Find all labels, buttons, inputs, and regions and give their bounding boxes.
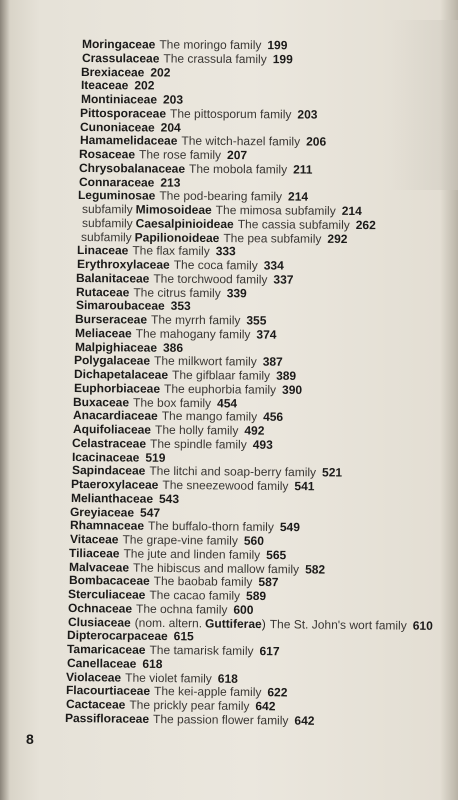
page-reference: 589 [246, 588, 267, 604]
page-reference: 202 [134, 78, 155, 93]
family-description: The grape-vine family [122, 532, 238, 548]
subfamily-prefix: subfamily [81, 215, 133, 231]
page-reference: 549 [279, 520, 301, 535]
family-name: Cunoniaceae [79, 119, 155, 135]
family-description: The mimosa subfamily [215, 202, 336, 218]
family-name: Passifloraceae [65, 710, 150, 726]
page-number: 8 [26, 731, 34, 747]
page-reference: 337 [273, 272, 294, 287]
family-description: The holly family [154, 422, 238, 438]
family-entry [72, 436, 273, 452]
family-entry [75, 326, 277, 342]
family-name: Euphorbiaceae [73, 380, 160, 396]
family-entry [65, 711, 315, 728]
family-entry [72, 450, 166, 465]
family-entry [76, 271, 294, 287]
family-name: Greyiaceae [70, 504, 135, 520]
family-description: The torchwood family [153, 271, 268, 287]
family-name: Brexiaceae [81, 64, 145, 79]
family-name: Chrysobalanaceae [78, 160, 185, 176]
family-description: The gifblaar family [171, 367, 270, 383]
family-description: The milkwort family [154, 353, 257, 369]
page-reference: 389 [275, 368, 296, 383]
family-description: The kei-apple family [153, 684, 262, 700]
family-name: Leguminosae [78, 188, 156, 203]
page-reference: 617 [259, 644, 280, 659]
family-entry [71, 491, 179, 506]
family-description: The crassula family [163, 51, 267, 66]
page-reference: 543 [158, 491, 179, 506]
family-description: The violet family [125, 670, 213, 686]
family-description: The sneezewood family [162, 477, 289, 494]
page-reference: 334 [263, 258, 284, 273]
alternate-family-name: Guttiferae [204, 615, 262, 631]
family-name: Rutaceae [75, 284, 130, 299]
family-entry [79, 175, 181, 190]
family-name: Balanitaceae [76, 270, 150, 286]
page-reference: 203 [297, 107, 318, 122]
subfamily-prefix: subfamily [81, 202, 133, 217]
family-name: Vitaceae [69, 532, 119, 547]
family-name: Erythroxylaceae [76, 257, 170, 272]
page-reference: 615 [174, 629, 195, 644]
page-reference: 386 [162, 340, 183, 355]
page-reference: 521 [321, 465, 342, 480]
family-name: Simaroubaceae [75, 298, 165, 314]
family-description: The tamarisk family [149, 642, 254, 658]
family-name: Linaceae [76, 243, 129, 258]
family-name: Cactaceae [65, 697, 126, 712]
family-name: Hamamelidaceae [79, 133, 178, 148]
family-name: Pittosporaceae [80, 105, 167, 121]
family-description: The euphorbia family [163, 381, 276, 397]
page-reference: 203 [162, 92, 183, 107]
family-description: The rose family [139, 147, 222, 162]
page-reference: 454 [217, 395, 238, 410]
family-name: Tamaricaceae [66, 642, 146, 657]
family-name: Burseraceae [75, 312, 148, 327]
family-entry [67, 656, 163, 671]
page-reference: 214 [341, 203, 362, 219]
family-name: Mimosoideae [135, 202, 212, 217]
page-reference: 618 [218, 671, 239, 686]
family-description: The coca family [173, 257, 258, 273]
family-entry [82, 37, 288, 52]
family-name: Aquifoliaceae [72, 422, 151, 437]
family-description: The witch-hazel family [180, 133, 300, 149]
family-name: Sterculiaceae [68, 587, 146, 602]
page-reference: 560 [243, 533, 264, 548]
family-name: Ochnaceae [68, 600, 133, 616]
family-entry [75, 312, 267, 328]
page-reference: 211 [292, 162, 313, 177]
family-description: The citrus family [133, 284, 221, 300]
family-description: The moringo family [159, 37, 262, 53]
family-name: Flacourtiaceae [65, 683, 151, 699]
family-name: Rosaceae [79, 147, 136, 162]
page-reference: 355 [246, 313, 267, 328]
family-description: The hibiscus and mallow family [133, 560, 300, 576]
page-reference: 199 [272, 51, 293, 67]
family-description: The St. John's wort family [269, 616, 407, 633]
family-description: The mango family [161, 409, 257, 424]
family-entry [75, 298, 190, 313]
family-name: Meliaceae [74, 325, 132, 341]
family-name: Canellaceae [66, 655, 137, 671]
family-description: The cassia subfamily [237, 216, 350, 232]
page-reference: 618 [141, 656, 163, 671]
page-reference: 622 [267, 685, 288, 700]
family-name: Celastraceae [72, 435, 147, 451]
family-entry [80, 120, 181, 135]
family-name: Melianthaceae [70, 490, 153, 506]
family-name: Papilionoideae [134, 229, 220, 245]
page-reference: 374 [256, 327, 277, 342]
page-reference: 353 [170, 299, 191, 314]
family-name: Caesalpinioideae [135, 216, 234, 231]
page-reference: 333 [215, 244, 236, 259]
page-reference: 202 [150, 64, 171, 80]
page-reference: 642 [294, 713, 315, 728]
family-name: Clusiaceae [67, 614, 131, 630]
page-reference: 213 [159, 175, 181, 190]
family-name: Crassulaceae [81, 50, 160, 66]
family-description: The cacao family [149, 587, 241, 603]
family-name: Tiliaceae [69, 545, 120, 561]
family-entry [79, 147, 247, 162]
page-reference: 541 [294, 479, 315, 494]
alternate-name-note: (nom. altern. [134, 615, 202, 630]
page-reference: 456 [262, 409, 283, 425]
family-name: Sapindaceae [71, 463, 145, 478]
page-reference: 206 [305, 134, 326, 149]
family-name: Montiniaceae [80, 92, 157, 107]
family-name: Buxaceae [73, 394, 130, 409]
family-name: Violaceae [66, 669, 122, 685]
family-description: The mobola family [188, 161, 288, 177]
family-name: Ptaeroxylaceae [71, 477, 159, 492]
family-name: Rhamnaceae [70, 518, 145, 534]
family-description: The spindle family [150, 436, 247, 452]
family-name: Polygalaceae [74, 353, 151, 368]
family-entry [81, 65, 171, 80]
page-reference: 387 [262, 354, 284, 370]
family-description: The litchi and soap-berry family [148, 464, 316, 480]
family-description: The buffalo-thorn family [148, 519, 275, 535]
page-reference: 214 [288, 189, 309, 204]
family-description: The pittosporum family [170, 106, 292, 122]
family-name: Moringaceae [81, 37, 156, 52]
family-name: Iteaceae [80, 78, 129, 93]
page-reference: 492 [243, 423, 264, 438]
family-description: The ochna family [136, 601, 228, 617]
page-reference: 292 [327, 231, 348, 246]
family-name: Malpighiaceae [74, 339, 157, 355]
family-entry [80, 106, 318, 122]
page-reference: 600 [233, 602, 254, 617]
page-reference: 339 [226, 285, 247, 300]
family-description: The passion flower family [153, 711, 289, 728]
page-reference: 204 [160, 120, 181, 135]
page-reference: 199 [267, 38, 288, 53]
family-name: Dichapetalaceae [73, 367, 168, 382]
page-reference: 207 [227, 148, 248, 163]
family-name: Malvaceae [69, 559, 130, 575]
page-reference: 642 [255, 699, 276, 714]
family-description: The myrrh family [151, 312, 241, 328]
family-description: The baobab family [153, 574, 253, 590]
page-reference: 390 [281, 382, 302, 397]
alternate-name-close: ) [261, 616, 266, 631]
page-reference: 587 [258, 575, 279, 590]
family-name: Anacardiaceae [72, 408, 158, 424]
page-reference: 610 [412, 618, 433, 633]
page-reference: 547 [140, 505, 161, 520]
family-entry [70, 505, 160, 520]
family-description: The jute and linden family [123, 546, 261, 562]
family-description: The prickly pear family [128, 697, 250, 714]
family-description: The box family [133, 395, 212, 410]
family-name: Bombacaceae [68, 573, 150, 589]
family-name: Connaraceae [78, 174, 155, 190]
page-reference: 493 [252, 437, 273, 452]
page-reference: 582 [305, 561, 326, 577]
subfamily-prefix: subfamily [81, 229, 132, 244]
family-name: Icacinaceae [71, 449, 140, 465]
family-description: The pea subfamily [223, 230, 322, 246]
family-description: The flax family [132, 243, 210, 259]
family-name: Dipterocarpaceae [67, 628, 169, 644]
family-entry [79, 161, 313, 177]
page-reference: 262 [355, 217, 376, 232]
page-reference: 565 [266, 547, 287, 562]
page-reference: 519 [145, 450, 166, 465]
family-description: The pod-bearing family [159, 188, 283, 204]
family-entry [82, 51, 293, 66]
family-entry [81, 92, 183, 107]
family-description: The mahogany family [135, 326, 251, 342]
family-entry [81, 78, 154, 92]
